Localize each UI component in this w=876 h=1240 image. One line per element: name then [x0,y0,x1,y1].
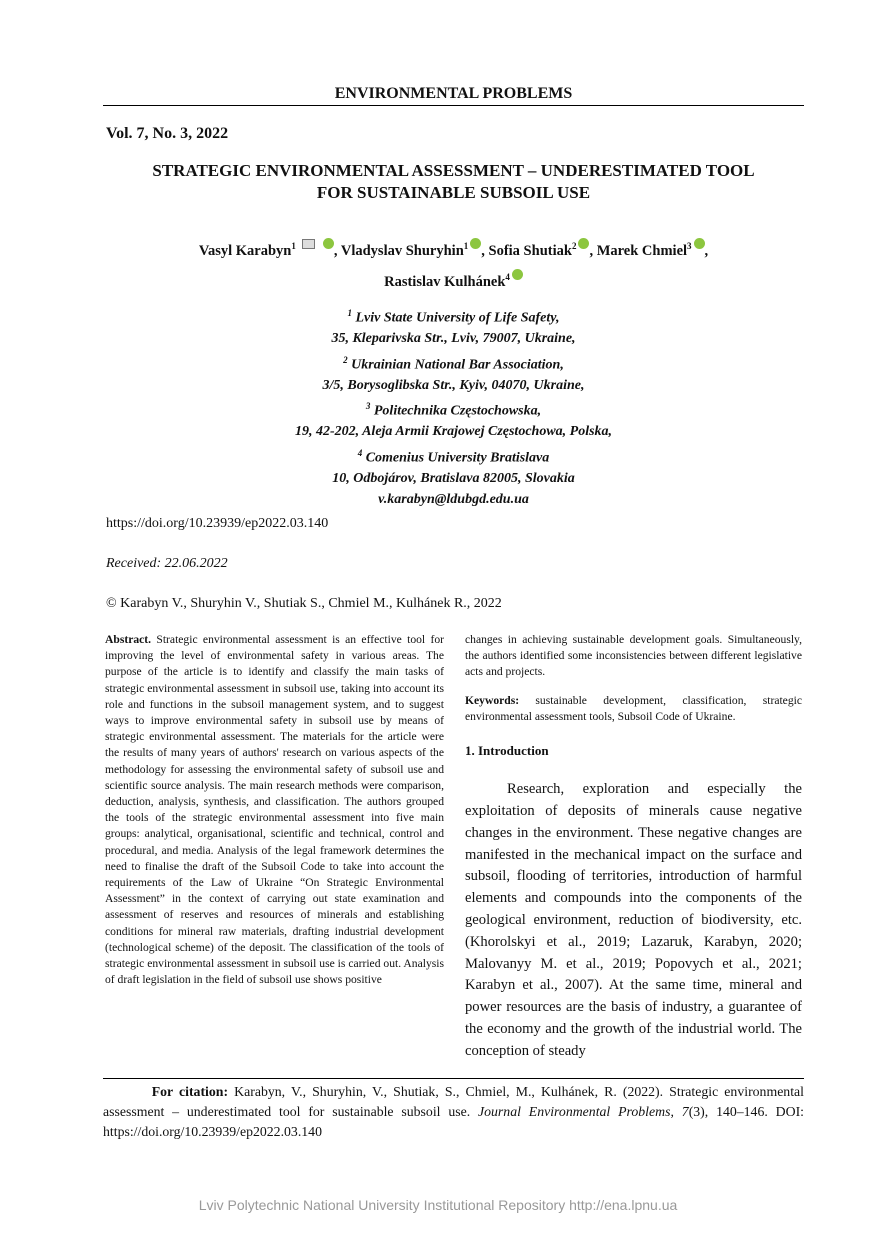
keywords [465,693,802,725]
author-name[interactable]: Sofia Shutiak [488,242,572,259]
affil-address: 10, Odbojárov, Bratislava 82005, Slovakia [332,471,575,487]
orcid-icon[interactable] [694,238,705,249]
affil-name: Comenius University Bratislava [365,450,550,466]
keywords-text: sustainable development, classification, strategic environmental assessment tools, Subsoil Code of Ukraine. [465,693,802,723]
paper-title [103,160,804,204]
author-name[interactable]: Vladyslav Shuryhin [340,242,464,259]
author-sup: 2 [571,241,577,251]
citation [103,1078,804,1142]
orcid-icon[interactable] [323,238,334,249]
citation-doi: (3), 140–146. DOI: https://doi.org/10.23939/ep2022.03.140 [103,1104,804,1139]
email-icon[interactable] [302,239,315,249]
affil-name: Ukrainian National Bar Association, [351,357,564,373]
introduction-text: Research, exploration and especially the exploitation of deposits of minerals cause negative changes in the environment. These negative changes are manifested in the mechanical impact on the surface and subsoil, flooding of territories, introduction of harmful elements and compounds into the components of the geological environment, reduction of biodiversity, etc. (Khorolskyi et al., 2019; Lazaruk, Karabyn, 2020; Malovanyy M. et al., 2019; Popovych et al., 2021; Karabyn et al., 2007). At the same time, mineral and power resources are the basis of industry, a guarantee of the economy and the growth of the industrial world. The conception of steady [465,781,802,1059]
author-sup: 4 [505,271,510,282]
orcid-icon[interactable] [512,269,523,280]
abstract-label: Abstract. [105,633,152,646]
volume-info: Vol. 7, No. 3, 2022 [106,125,229,142]
author-list: Vasyl Karabyn$^1$ , Vladyslav Shuryhin$^1$ , Sofia Shutiak$^2$ , Marek Chmiel$^3$ , Rastislav Kulhánek$^4$ [103,233,804,295]
affil-address: 35, Kleparivska Str., Lviv, 79007, Ukraine, [331,331,576,347]
abstract-continuation: changes in achieving sustainable development goals. Simultaneously, the authors identified some inconsistencies between different legislative acts and projects. [465,633,802,679]
title-line: STRATEGIC ENVIRONMENTAL ASSESSMENT – UNDERESTIMATED TOOL [152,161,755,180]
contact-email[interactable]: v.karabyn@ldubgd.edu.ua [378,491,529,507]
author-name[interactable]: Marek Chmiel [596,242,688,259]
copyright: © Karabyn V., Shuryhin V., Shutiak S., Chmiel M., Kulhánek R., 2022 [106,596,502,611]
citation-volume: 7 [681,1104,689,1119]
author-sup: 1 [291,241,296,251]
affil-address: 3/5, Borysoglibska Str., Kyiv, 04070, Ukraine, [322,377,585,393]
repository-footer: Lviv Polytechnic National University Institutional Repository http://ena.lpnu.ua [198,1197,678,1213]
keywords-label: Keywords: [465,693,520,707]
affil-name: Lviv State University of Life Safety, [355,310,560,326]
affil-sup: 1 [347,308,352,318]
orcid-icon[interactable] [578,238,589,249]
affil-name: Politechnika Częstochowska, [373,403,542,419]
citation-journal: Journal Environmental Problems [478,1104,671,1119]
journal-header: ENVIRONMENTAL PROBLEMS [103,85,804,106]
author-sup: 3 [687,241,692,251]
abstract [105,632,444,988]
right-column [465,632,802,1063]
section-heading: 1. Introduction [465,743,549,759]
citation-label: For citation: [151,1084,229,1099]
affiliations [103,303,804,510]
author-name[interactable]: Vasyl Karabyn [198,242,292,259]
title-line: FOR SUSTAINABLE SUBSOIL USE [316,183,591,202]
author-name[interactable]: Rastislav Kulhánek [384,273,506,290]
affil-sup: 3 [365,401,371,412]
citation-comma: , [670,1104,674,1119]
author-sup: 1 [463,241,469,251]
affil-sup: 4 [357,447,363,458]
citation-text: Karabyn, V., Shuryhin, V., Shutiak, S., Chmiel, M., Kulhánek, R. (2022). Strategic environmental assessment – underestimated tool for sustainable subsoil use. [103,1084,805,1119]
affil-address: 19, 42-202, Aleja Armii Krajowej Częstochowa, Polska, [294,424,613,440]
doi-link[interactable]: https://doi.org/10.23939/ep2022.03.140 [106,516,329,531]
received-date: Received: 22.06.2022 [106,556,228,571]
orcid-icon[interactable] [470,238,481,249]
affil-sup: 2 [343,354,348,365]
abstract-text: Strategic environmental assessment is an effective tool for improving the level of environmental safety in various areas. The purpose of the article is to identify and classify the main tasks of strategic environmental assessment in subsoil use, taking into account its role and functions in the subsoil management system, and to suggest ways to improve environmental safety in subsoil use by means of strategic environmental assessment. The materials for the article were the results of many years of authors' research on various aspects of the methodology for assessing the environmental safety of subsoil use and scientific source analysis. The main research methods were comparison, deduction, analysis, synthesis, and classification. The authors grouped the tools of the strategic environmental assessment into five main groups: analytical, organisational, scientific and technical, control and procedural, and media. Analysis of the legal framework determines the need to finalise the draft of the Subsoil Code to take into account the requirements of the Law of Ukraine “On Strategic Environmental Assessment” in the context of carrying out state examination and assessment of reserves and resources of minerals and establishing conditions for mineral raw materials, drafting industrial development (technological scheme) of the deposit. The classification of the tools of strategic environmental assessment in subsoil use is carried out. Analysis of draft legislation in the field of subsoil use shows positive [105,633,444,987]
